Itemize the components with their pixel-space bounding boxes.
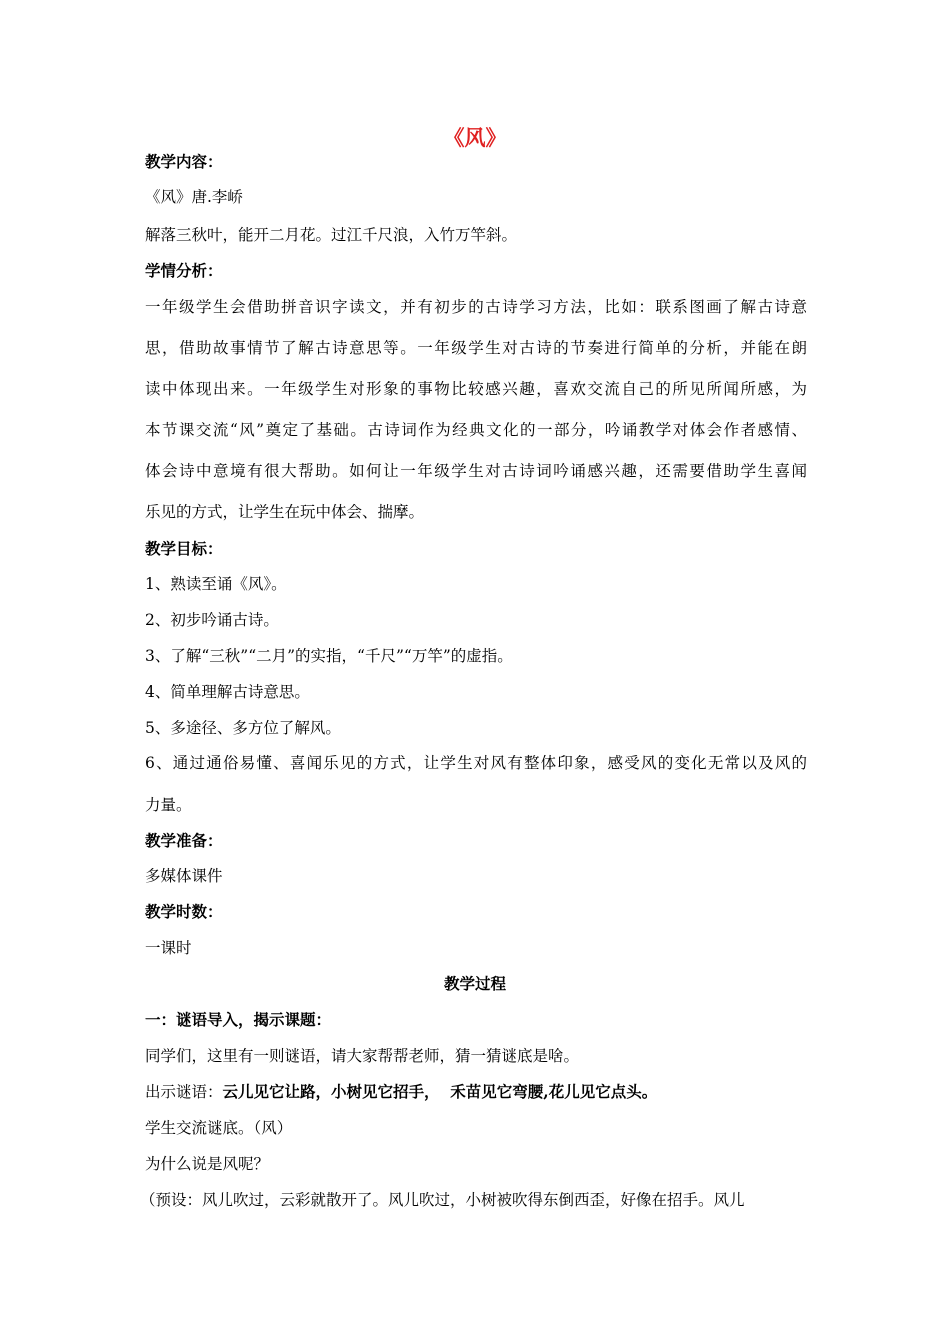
goal-item: 1、熟读至诵《风》。 — [145, 575, 287, 593]
analysis-line: 一年级学生会借助拼音识字读文，并有初步的古诗学习方法，比如：联系图画了解古诗意 — [145, 298, 807, 316]
goal-item: 力量。 — [145, 796, 192, 814]
prep-text: 多媒体课件 — [145, 867, 223, 885]
content-heading: 教学内容： — [145, 152, 223, 171]
process-heading: 教学过程 — [443, 974, 506, 993]
document-title: 《风》 — [443, 125, 507, 150]
step1-riddle — [145, 1082, 657, 1102]
hours-text: 一课时 — [145, 939, 192, 957]
step1-answer: 学生交流谜底。（风） — [145, 1119, 293, 1137]
analysis-line: 体会诗中意境有很大帮助。如何让一年级学生对古诗词吟诵感兴趣，还需要借助学生喜闻 — [145, 462, 807, 480]
step1-preset: （预设：风儿吹过，云彩就散开了。风儿吹过，小树被吹得东倒西歪，好像在招手。风儿 — [140, 1191, 745, 1209]
step1-heading: 一：谜语导入，揭示课题： — [145, 1010, 332, 1029]
poem-text: 解落三秋叶，能开二月花。过江千尺浪，入竹万竿斜。 — [145, 226, 518, 244]
step1-question: 为什么说是风呢？ — [145, 1155, 270, 1173]
goal-item: 2、初步吟诵古诗。 — [145, 611, 279, 629]
goal-item: 5、多途径、多方位了解风。 — [145, 719, 341, 737]
riddle-text: 云儿见它让路，小树见它招手， 禾苗见它弯腰,花儿见它点头。 — [222, 1082, 658, 1101]
analysis-heading: 学情分析： — [145, 261, 223, 280]
hours-heading: 教学时数： — [145, 902, 223, 921]
goals-heading: 教学目标： — [145, 539, 223, 558]
analysis-line: 读中体现出来。一年级学生对形象的事物比较感兴趣，喜欢交流自己的所见所闻所感，为 — [145, 380, 807, 398]
goal-item: 3、了解“三秋”“二月”的实指，“千尺”“万竿”的虚指。 — [145, 647, 513, 665]
step1-intro: 同学们，这里有一则谜语，请大家帮帮老师，猜一猜谜底是啥。 — [145, 1047, 580, 1065]
poem-source: 《风》唐.李峤 — [145, 188, 243, 206]
analysis-line: 乐见的方式，让学生在玩中体会、揣摩。 — [145, 503, 425, 521]
prep-heading: 教学准备： — [145, 831, 223, 850]
riddle-label: 出示谜语： — [145, 1083, 223, 1101]
analysis-line: 本节课交流“风”奠定了基础。古诗词作为经典文化的一部分，吟诵教学对体会作者感情、 — [145, 421, 807, 439]
goal-item: 6、通过通俗易懂、喜闻乐见的方式，让学生对风有整体印象，感受风的变化无常以及风的 — [145, 754, 807, 772]
analysis-line: 思，借助故事情节了解古诗意思等。一年级学生对古诗的节奏进行简单的分析，并能在朗 — [145, 339, 807, 357]
goal-item: 4、简单理解古诗意思。 — [145, 683, 310, 701]
